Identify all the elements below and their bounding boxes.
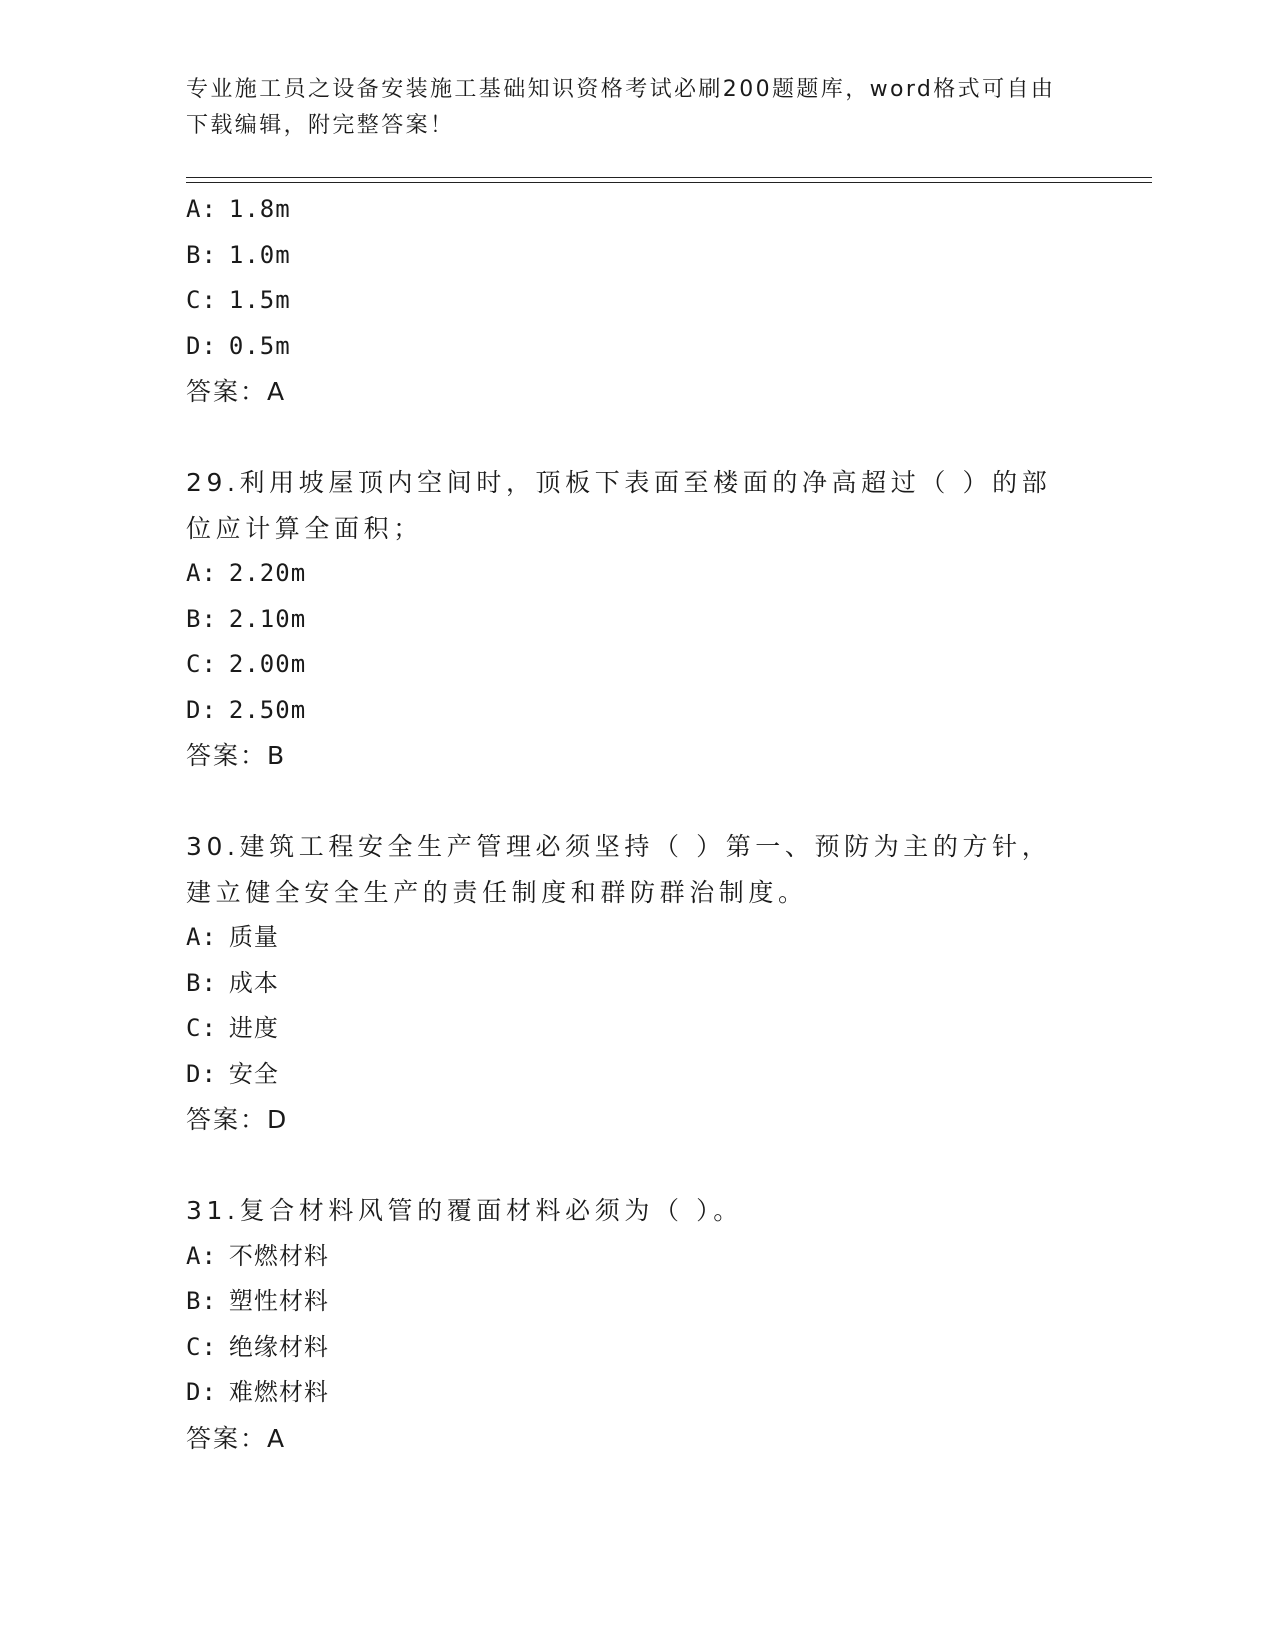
option-key: C: (186, 286, 217, 314)
page-title: 专业施工员之设备安装施工基础知识资格考试必刷200题题库，word格式可自由下载编辑，附完整答案！ (186, 77, 1056, 138)
question-text: 29.利用坡屋顶内空间时，顶板下表面至楼面的净高超过（ ）的部位应计算全面积； (186, 468, 1052, 543)
option-key: C: (186, 650, 217, 678)
option-a (186, 551, 1066, 597)
header-divider-bottom (186, 182, 1152, 183)
option-b (186, 233, 1066, 279)
option-text: 难燃材料 (228, 1378, 329, 1406)
option-d (186, 1370, 1066, 1416)
option-d (186, 1052, 1066, 1098)
option-key: A: (186, 559, 217, 587)
option-text: 1.0m (228, 240, 291, 269)
option-key: D: (186, 1378, 217, 1406)
option-b (186, 597, 1066, 643)
option-text: 2.10m (228, 604, 307, 633)
answer-line: 答案：D (186, 1105, 289, 1134)
option-a (186, 187, 1066, 233)
option-text: 1.5m (228, 286, 291, 314)
option-c (186, 642, 1066, 688)
option-c (186, 1006, 1066, 1052)
question-block-30 (186, 824, 1066, 1143)
option-text: 成本 (228, 968, 279, 997)
option-key: A: (186, 923, 217, 951)
option-d (186, 324, 1066, 370)
option-key: A: (186, 195, 217, 223)
option-b (186, 961, 1066, 1007)
option-text: 2.20m (228, 559, 307, 587)
option-d (186, 688, 1066, 734)
answer-line: 答案：A (186, 1423, 287, 1453)
option-key: B: (186, 240, 217, 269)
option-key: C: (186, 1014, 217, 1042)
option-text: 进度 (228, 1014, 279, 1042)
option-c (186, 278, 1066, 324)
option-key: A: (186, 1241, 217, 1270)
option-text: 1.8m (228, 195, 291, 223)
question-block-continued (186, 187, 1066, 415)
question-block-31 (186, 1188, 1066, 1461)
option-key: D: (186, 1059, 217, 1088)
option-key: B: (186, 604, 217, 633)
option-text: 不燃材料 (228, 1241, 329, 1270)
option-key: B: (186, 1287, 217, 1315)
option-key: C: (186, 1332, 217, 1361)
question-block-29 (186, 460, 1066, 779)
option-key: B: (186, 968, 217, 997)
option-text: 质量 (228, 923, 279, 951)
question-text: 31.复合材料风管的覆面材料必须为（ ）。 (186, 1196, 743, 1225)
option-text: 塑性材料 (228, 1287, 329, 1315)
answer-line: 答案：B (186, 741, 287, 770)
question-text: 30.建筑工程安全生产管理必须坚持（ ）第一、预防为主的方针，建立健全安全生产的责任制度和群防群治制度。 (186, 832, 1052, 907)
option-key: D: (186, 695, 217, 724)
answer-line: 答案：A (186, 377, 287, 406)
option-text: 0.5m (228, 331, 291, 360)
question-list (186, 187, 1066, 1461)
option-b (186, 1279, 1066, 1325)
option-text: 绝缘材料 (228, 1332, 329, 1361)
option-text: 安全 (228, 1059, 279, 1088)
option-c (186, 1325, 1066, 1371)
header-divider-top (186, 177, 1152, 178)
option-text: 2.50m (228, 695, 307, 724)
option-a (186, 915, 1066, 961)
option-key: D: (186, 331, 217, 360)
option-a (186, 1234, 1066, 1280)
option-text: 2.00m (228, 650, 307, 678)
